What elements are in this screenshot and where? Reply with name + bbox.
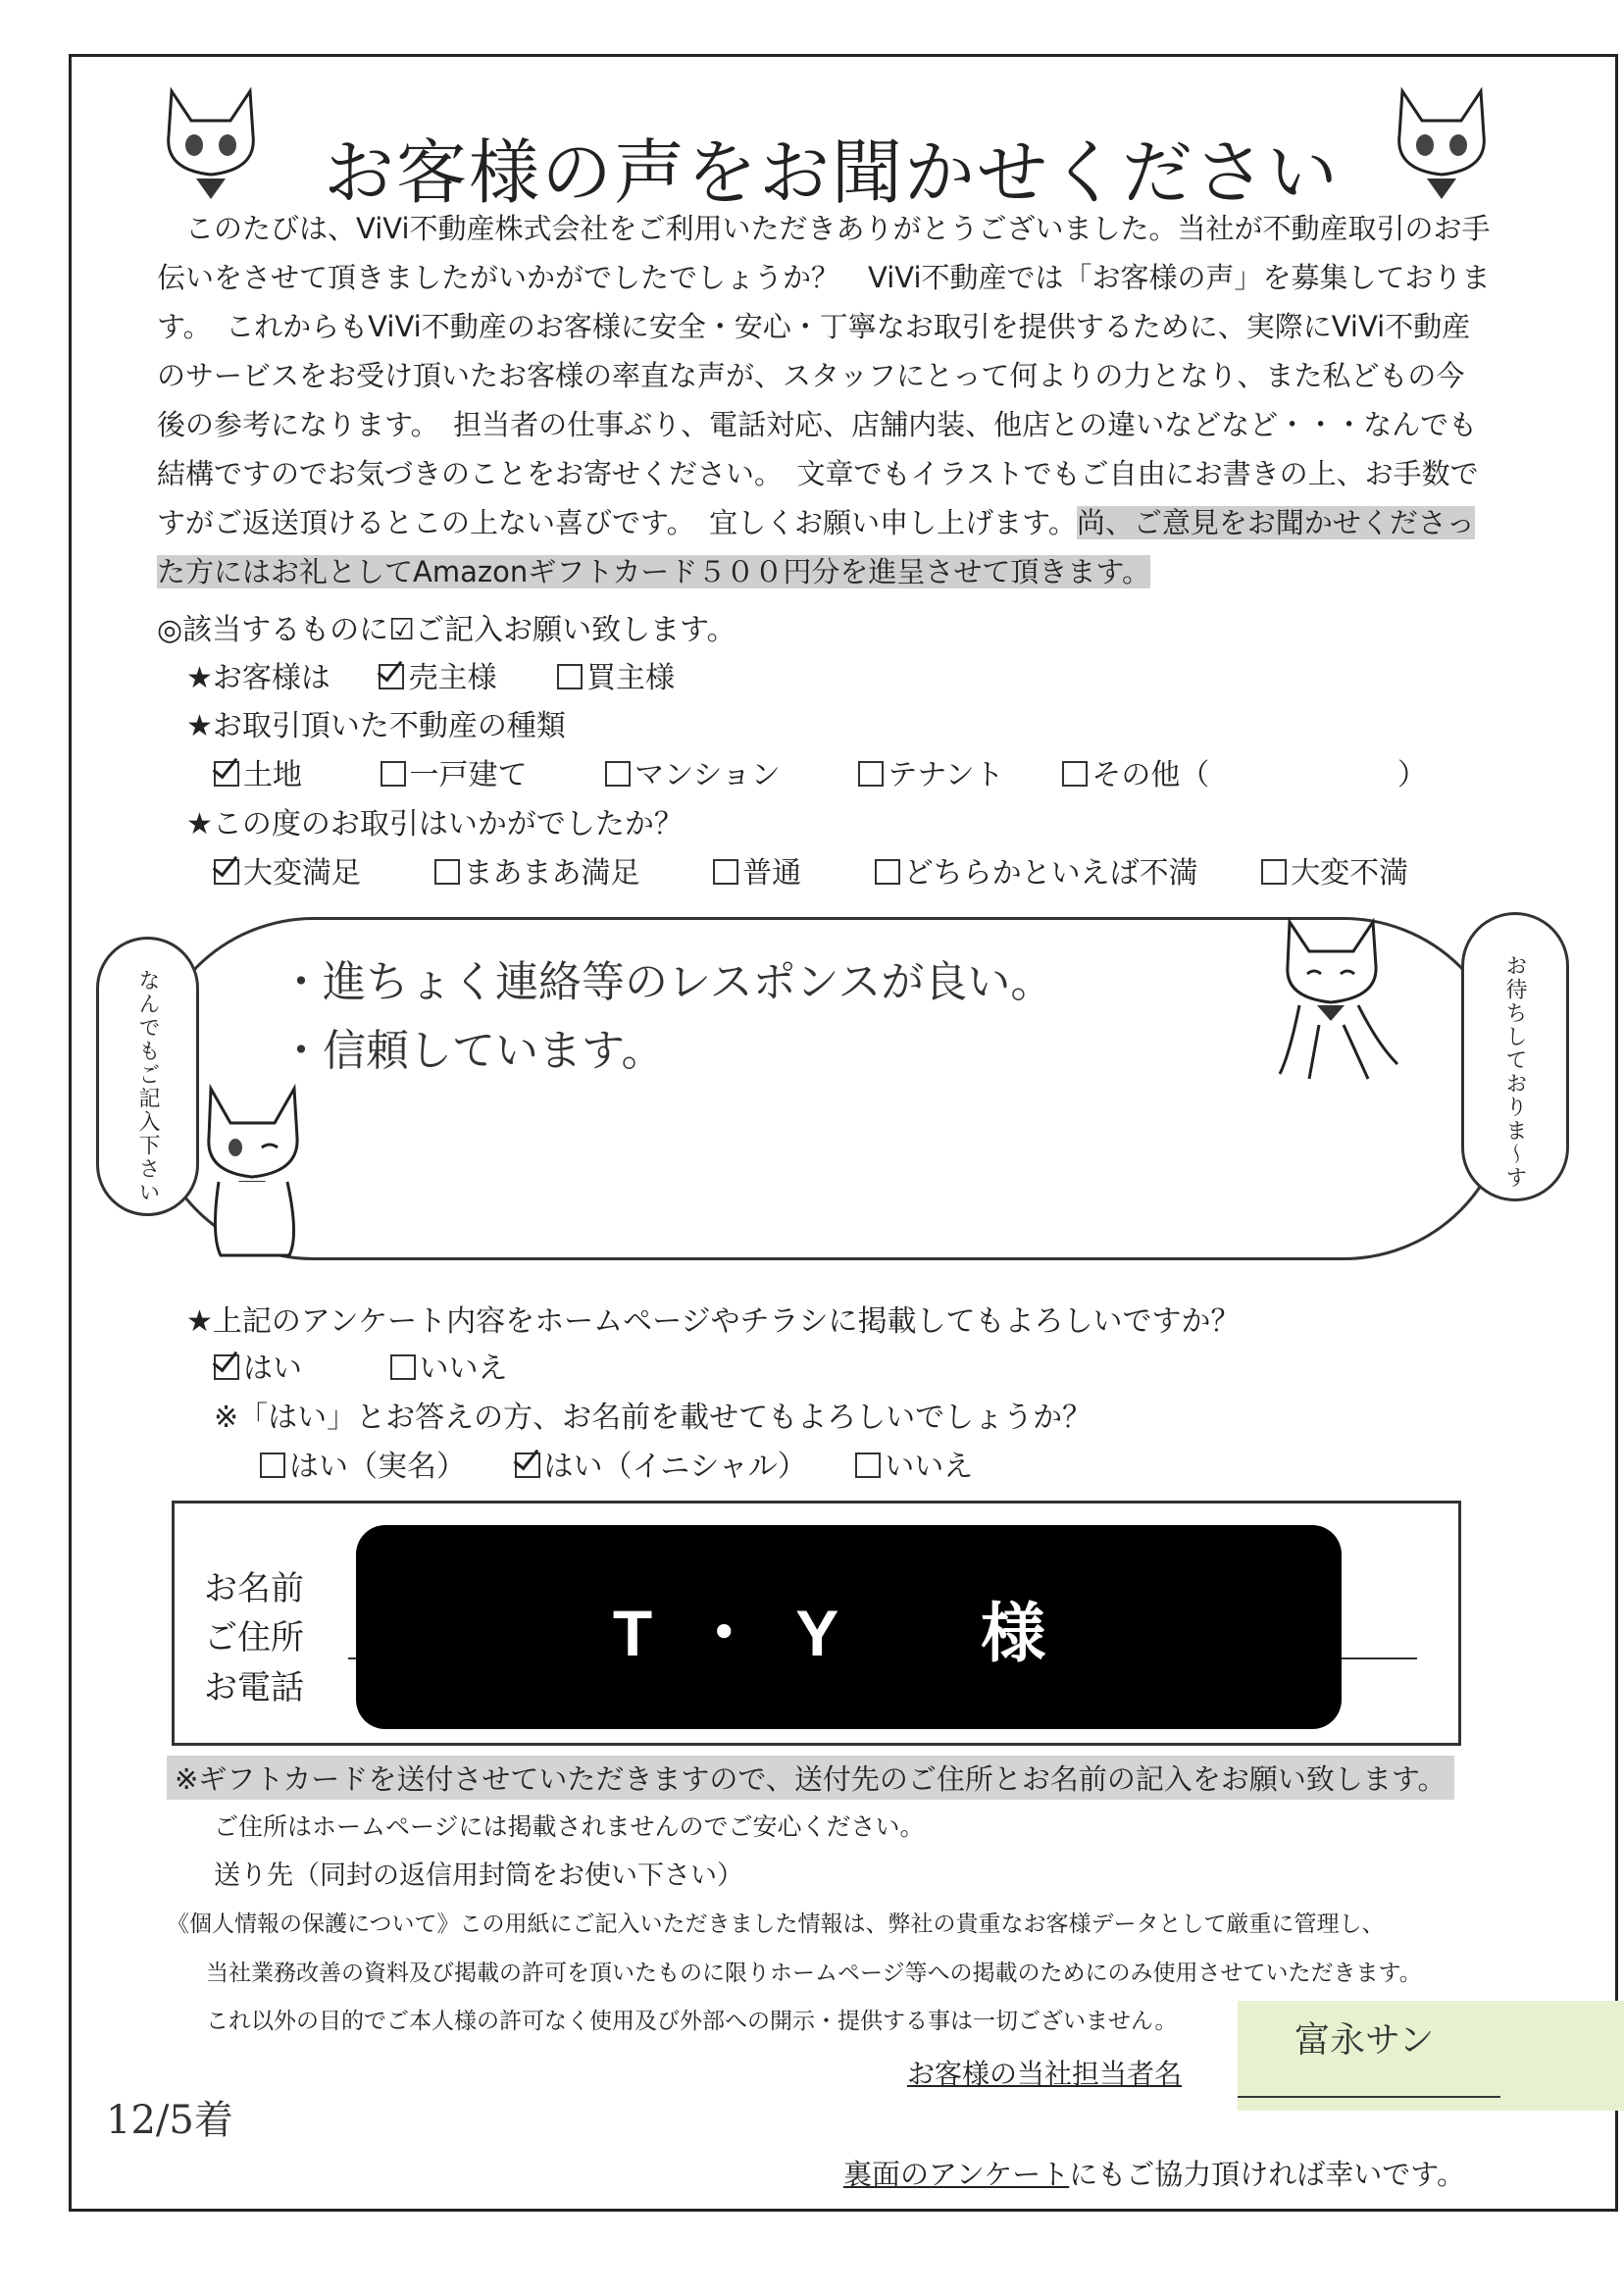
q3-label: ★この度のお取引はいかがでしたか？ [186, 807, 684, 841]
q5-label: ※「はい」とお答えの方、お名前を載せてもよろしいでしょうか？ [214, 1401, 1092, 1435]
staff-label: お客様の当社担当者名 [907, 2058, 1183, 2090]
intro-body: このたびは、ViVi不動産株式会社をご利用いただきありがとうございました。当社が不動産取引のお手伝いをさせて頂きましたがいかがでしたでしょうか？ ViVi不動産では「お客様の声」を募集しております。 これからもViVi不動産のお客様に安全・安心・丁寧なお取引を提供するために、実際にViVi不動産のサービスをお受け頂いたお客様の率直な声が、スタッフにとって何よりの力となり、また私どもの今後の参考になります。 担当者の仕事ぶり、電話対応、店舗内装、他店との違いなどなど・・・なんでも結構ですのでお気づきのことをお寄せください。 文章でもイラストでもご自由にお書きの上、お手数ですがご返送頂けるとこの上ない喜びです。 宜しくお願い申し上げます。 [157, 212, 1491, 539]
checkbox-icon[interactable] [858, 761, 884, 787]
q2-option-other[interactable]: その他（ [1062, 750, 1209, 793]
redacted-name-block: T・Y 様 [356, 1525, 1342, 1729]
comment-line-2: ・信頼しています。 [279, 1026, 665, 1076]
checkbox-icon[interactable] [390, 1354, 416, 1380]
checkbox-icon[interactable] [855, 1453, 881, 1478]
q2-option-land[interactable]: 土地 [214, 750, 302, 793]
q5-option-no[interactable]: いいえ [855, 1442, 973, 1485]
date-received: 12/5着 [106, 2098, 233, 2143]
checkbox-icon[interactable] [557, 664, 583, 689]
q5-option-initials[interactable]: はい（イニシャル） [515, 1442, 807, 1485]
q2-label: ★お取引頂いた不動産の種類 [186, 709, 566, 743]
q2-close-paren: ） [1397, 758, 1427, 792]
send-to-note: 送り先（同封の返信用封筒をお使い下さい） [214, 1861, 743, 1891]
q4-label: ★上記のアンケート内容をホームページやチラシに掲載してもよろしいですか？ [186, 1304, 1241, 1339]
q3-option-very-satisfied[interactable]: 大変満足 [214, 848, 361, 892]
gift-card-notice: ※ギフトカードを送付させていただきますので、送付先のご住所とお名前の記入をお願い致します。 [167, 1756, 1454, 1800]
policy-line-3: これ以外の目的でご本人様の許可なく使用及び外部への開示・提供する事は一切ございません。 [206, 2009, 1178, 2034]
address-label: ご住所 [204, 1618, 304, 1657]
cat-mascot-icon [1378, 76, 1505, 204]
footer-rest: にもご協力頂ければ幸いです。 [1069, 2158, 1465, 2191]
cat-mascot-running-icon [1260, 907, 1417, 1084]
q3-option-normal[interactable]: 普通 [713, 848, 801, 892]
q2-option-tenant[interactable]: テナント [858, 750, 1004, 793]
checkbox-icon[interactable] [260, 1453, 285, 1478]
q2-option-mansion[interactable]: マンション [605, 750, 781, 793]
checkbox-icon[interactable] [381, 761, 406, 787]
checkbox-icon[interactable] [875, 859, 900, 885]
q3-option-somewhat-dissatisfied[interactable]: どちらかといえば不満 [875, 848, 1198, 892]
phone-label: お電話 [204, 1668, 304, 1708]
q3-option-satisfied[interactable]: まあまあ満足 [434, 848, 640, 892]
checkbox-icon[interactable] [214, 859, 239, 885]
checkbox-icon[interactable] [379, 664, 404, 689]
q4-option-yes[interactable]: はい [214, 1344, 302, 1387]
footer-underlined: 裏面のアンケート [843, 2158, 1070, 2191]
footer-note [843, 2153, 1465, 2193]
intro-paragraph [157, 204, 1491, 596]
checkbox-icon[interactable] [605, 761, 631, 787]
checkbox-icon[interactable] [1062, 761, 1088, 787]
q4-option-no[interactable]: いいえ [390, 1344, 508, 1387]
page-title: お客様の声をお聞かせください [324, 131, 1341, 214]
gift-highlight: 尚、ご意見をお聞かせくださった方にはお礼としてAmazonギフトカード５００円分を進呈させて頂きます。 [157, 506, 1475, 588]
q5-options [260, 1442, 1024, 1485]
policy-line-1: 《個人情報の保護について》この用紙にご記入いただきました情報は、弊社の貴重なお客様データとして厳重に管理し、 [167, 1912, 1385, 1937]
q5-option-real-name[interactable]: はい（実名） [260, 1442, 466, 1485]
q1-option-seller[interactable]: 売主様 [379, 653, 496, 696]
q4-options [214, 1344, 559, 1387]
q2-option-house[interactable]: 一戸建て [381, 750, 528, 793]
staff-underline [1238, 2096, 1500, 2098]
cat-mascot-waving-icon [191, 1079, 319, 1265]
staff-name: 富永サン [1294, 2020, 1435, 2061]
q2-options [214, 750, 1489, 793]
cat-mascot-icon [147, 76, 275, 204]
checkbox-icon[interactable] [515, 1453, 540, 1478]
instruction: ◎該当するものに☑ご記入お願い致します。 [157, 613, 736, 647]
q1-label: ★お客様は [186, 661, 330, 695]
name-label: お名前 [204, 1569, 304, 1608]
right-speech-bubble [1461, 912, 1569, 1201]
checkbox-icon[interactable] [214, 1354, 239, 1380]
comment-line-1: ・進ちょく連絡等のレスポンスが良い。 [279, 957, 1054, 1007]
right-bubble-text: お待ちしておりま〜す [1502, 954, 1527, 1190]
q3-option-very-dissatisfied[interactable]: 大変不満 [1261, 848, 1408, 892]
left-speech-bubble [96, 937, 199, 1216]
q1-row [186, 653, 726, 696]
checkbox-icon[interactable] [434, 859, 460, 885]
q3-options [214, 848, 1508, 892]
checkbox-icon[interactable] [1261, 859, 1287, 885]
address-privacy-note: ご住所はホームページには掲載されませんのでご安心ください。 [214, 1812, 925, 1841]
left-bubble-text: なんでもご記入下さい [135, 969, 160, 1204]
policy-line-2: 当社業務改善の資料及び掲載の許可を頂いたものに限りホームページ等への掲載のためにのみ使用させていただきます。 [206, 1961, 1422, 1986]
q1-option-buyer[interactable]: 買主様 [557, 653, 675, 696]
checkbox-icon[interactable] [713, 859, 738, 885]
checkbox-icon[interactable] [214, 761, 239, 787]
